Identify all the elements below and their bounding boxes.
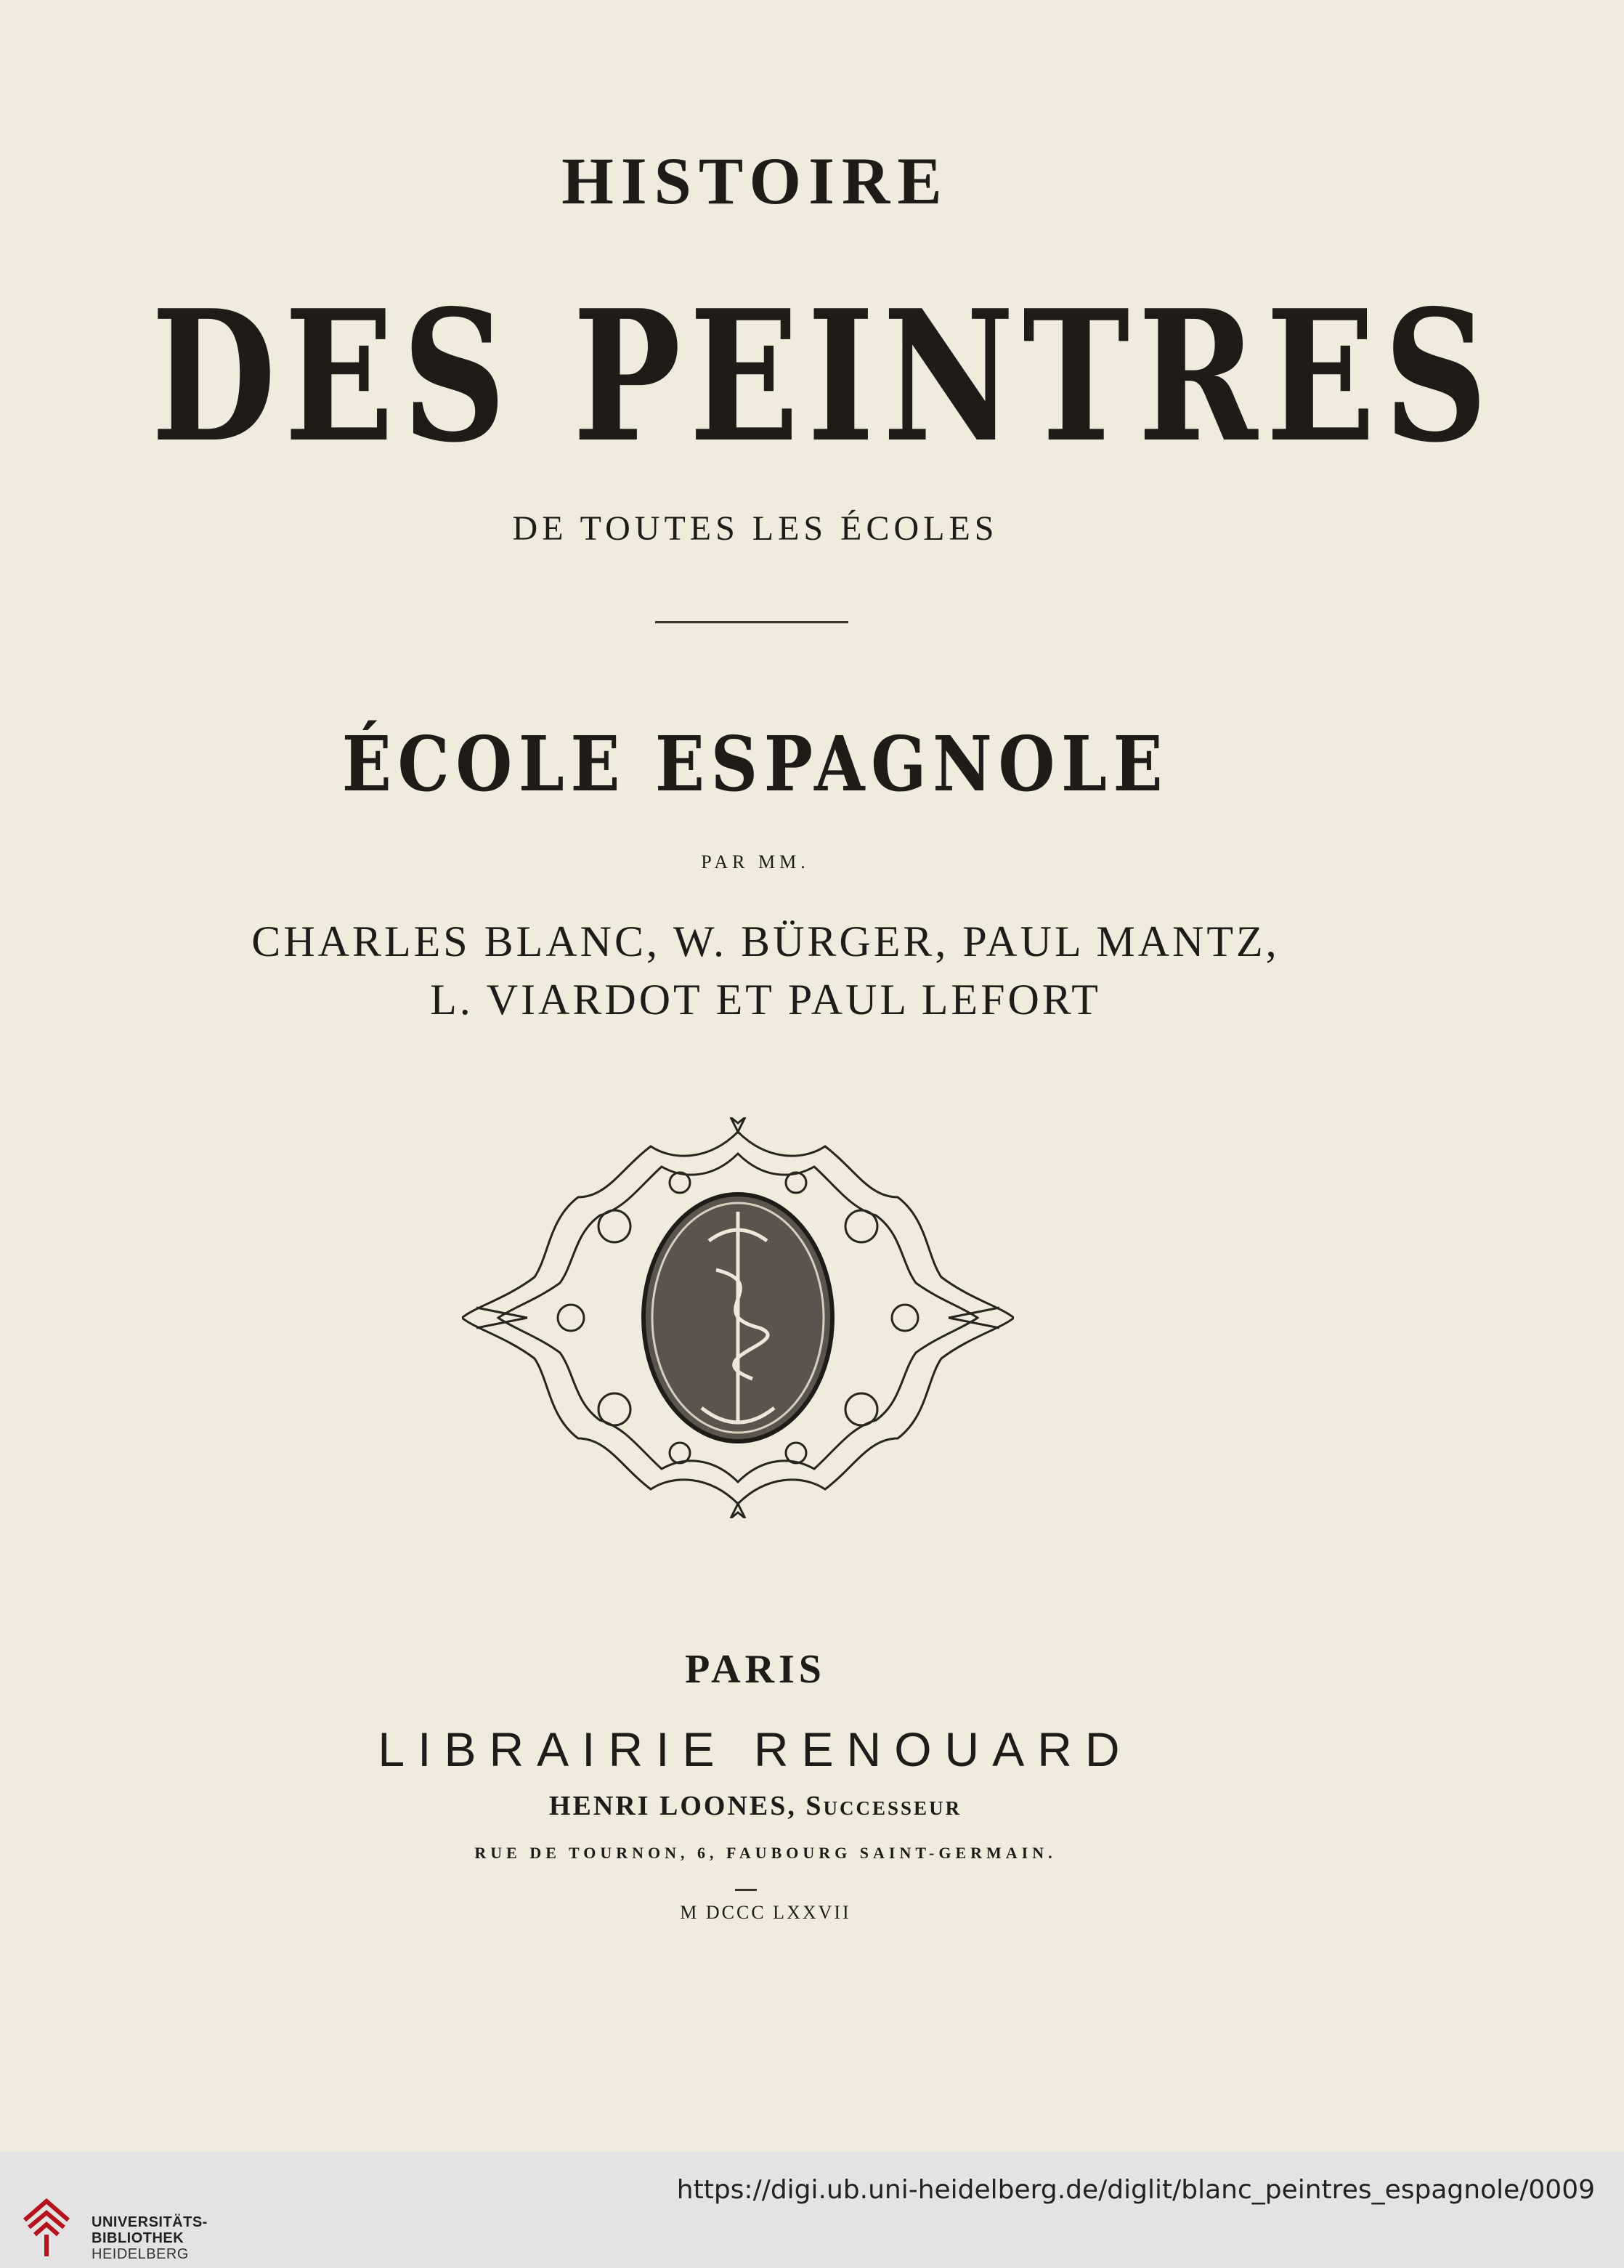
title-line-des-peintres: DES PEINTRES bbox=[151, 271, 1496, 482]
permalink-url[interactable]: https://digi.ub.uni-heidelberg.de/diglit/blanc_peintres_espagnole/0009 bbox=[676, 2175, 1595, 2205]
title-line-histoire: HISTOIRE bbox=[561, 144, 949, 218]
by-label: PAR MM. bbox=[701, 851, 810, 872]
title-divider bbox=[655, 621, 848, 623]
imprint-address: RUE DE TOURNON, 6, FAUBOURG SAINT-GERMAIN. bbox=[474, 1844, 1057, 1862]
successor-name: HENRI LOONES, bbox=[548, 1791, 797, 1821]
viewer-footer bbox=[0, 2152, 1624, 2268]
date-divider bbox=[735, 1889, 757, 1891]
imprint-publisher: LIBRAIRIE RENOUARD bbox=[378, 1722, 1133, 1776]
authors-line-1: CHARLES BLANC, W. BÜRGER, PAUL MANTZ, bbox=[251, 918, 1280, 965]
library-name-line-2: BIBLIOTHEK bbox=[92, 2230, 184, 2246]
library-logo-icon[interactable] bbox=[19, 2198, 74, 2259]
printer-vignette-ornament bbox=[462, 1117, 1014, 1518]
school-heading: ÉCOLE ESPAGNOLE bbox=[341, 719, 1169, 809]
imprint-successor bbox=[0, 1790, 1511, 1822]
library-name-line-1: UNIVERSITÄTS- bbox=[92, 2214, 208, 2230]
imprint-date: M DCCC LXXVII bbox=[680, 1902, 851, 1923]
successor-title: Successeur bbox=[805, 1791, 962, 1821]
library-name-line-3: HEIDELBERG bbox=[92, 2246, 189, 2262]
imprint-city: PARIS bbox=[685, 1647, 826, 1692]
title-line-de-toutes-les-ecoles: DE TOUTES LES ÉCOLES bbox=[512, 509, 999, 548]
authors-line-2: L. VIARDOT ET PAUL LEFORT bbox=[430, 976, 1101, 1024]
